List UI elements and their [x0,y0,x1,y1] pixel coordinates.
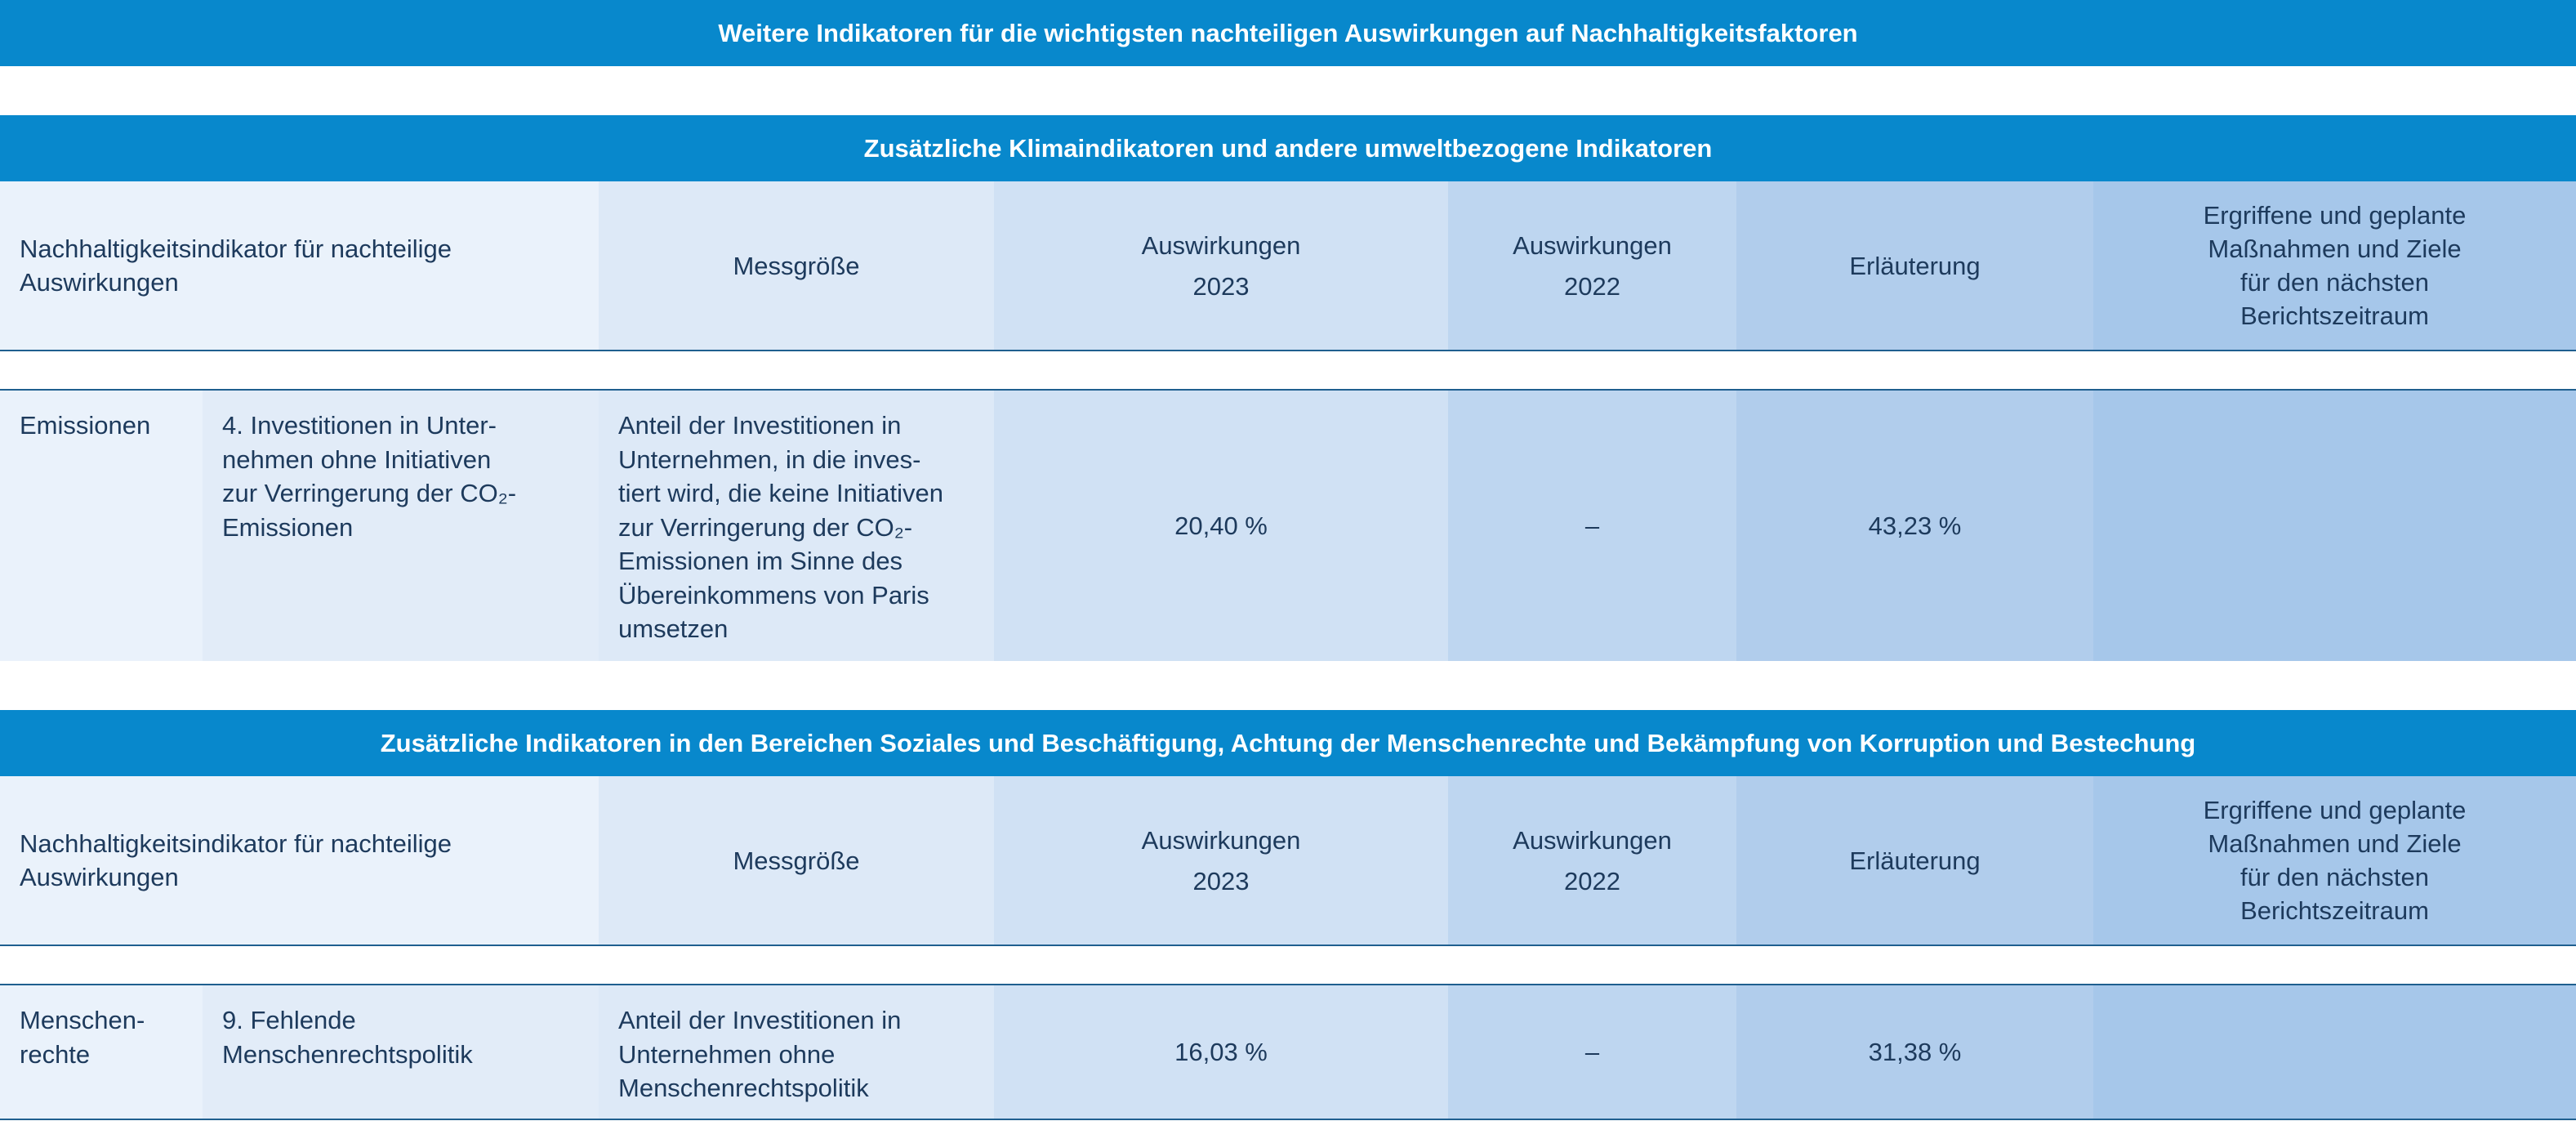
row-impact-2022 [1448,985,1736,1119]
row-metric-line: Anteil der Investitionen in [618,1006,902,1034]
divider [0,350,2576,351]
header-indicator [0,776,599,945]
row-impact-2023 [994,391,1448,661]
row-indicator-line: nehmen ohne Initiativen [222,444,492,474]
row-category [0,985,203,1119]
header-explanation [1736,776,2093,945]
row-indicator-line: 9. Fehlende [222,1006,356,1034]
row-indicator-line: zur Verringerung der CO₂- [222,479,517,507]
header-impact-2023 [994,181,1448,350]
header-measures-line4: Berichtszeitraum [2240,896,2429,925]
row-metric-line: Emissionen im Sinne des [618,547,903,575]
row-explanation-value: 43,23 % [1868,511,1962,540]
header-impact-2022 [1448,181,1736,350]
row-measures [2093,985,2576,1119]
header-metric-label: Messgröße [733,846,860,875]
row-metric [599,985,994,1119]
header-impact-2023-line1: Auswirkungen [1141,825,1301,855]
main-title-bar [0,0,2576,66]
row-metric-line: Übereinkommens von Paris [618,580,929,610]
row-metric-line: tiert wird, die keine Initiativen [618,479,944,507]
row-indicator [203,391,599,661]
row-indicator-line: Emissionen [222,512,354,542]
row-category-line: rechte [20,1039,91,1069]
row-metric-line: umsetzen [618,614,729,643]
row-impact-2023 [994,985,1448,1119]
header-indicator-line1: Nachhaltigkeitsindikator für nachteilige [20,234,452,263]
row-impact-2022-value: – [1584,1038,1600,1066]
row-explanation-value: 31,38 % [1868,1038,1962,1066]
row-metric-line: Unternehmen, in die inves- [618,444,921,474]
header-measures-line2: Maßnahmen und Ziele [2208,234,2462,263]
row-metric-line: zur Verringerung der CO₂- [618,512,913,542]
row-impact-2023-value: 20,40 % [1174,511,1268,540]
header-measures-line3: für den nächsten [2240,268,2429,297]
header-measures-line1: Ergriffene und geplante [2203,796,2467,824]
header-measures-line1: Ergriffene und geplante [2203,201,2467,230]
header-measures [2093,181,2576,350]
header-indicator-line1: Nachhaltigkeitsindikator für nachteilige [20,829,452,858]
header-impact-2023 [994,776,1448,945]
row-impact-2022 [1448,391,1736,661]
header-explanation [1736,181,2093,350]
row-explanation [1736,391,2093,661]
row-metric [599,391,994,661]
row-metric-line: Anteil der Investitionen in [618,411,902,440]
header-impact-2022 [1448,776,1736,945]
divider [0,1119,2576,1120]
header-explanation-label: Erläuterung [1849,251,1981,280]
header-impact-2023-line2: 2023 [1192,866,1250,895]
header-impact-2022-line1: Auswirkungen [1513,230,1672,260]
section-title: Zusätzliche Klimaindikatoren und andere umweltbezogene Indikatoren [863,133,1713,163]
row-indicator [203,985,599,1119]
header-metric [599,776,994,945]
section-title-bar [0,710,2576,776]
header-indicator [0,181,599,350]
header-explanation-label: Erläuterung [1849,846,1981,875]
row-measures [2093,391,2576,661]
row-metric-line: Menschenrechtspolitik [618,1074,869,1102]
row-category-line: Emissionen [20,411,151,440]
section-title: Zusätzliche Indikatoren in den Bereichen Soziales und Beschäftigung, Achtung der Menschenrechte und Bekämpfung von Korruption und Bestechung [380,728,2196,757]
header-measures-line3: für den nächsten [2240,863,2429,891]
divider [0,945,2576,946]
header-metric [599,181,994,350]
row-indicator-line: Menschenrechtspolitik [222,1039,473,1069]
section-title-bar [0,115,2576,181]
header-metric-label: Messgröße [733,251,860,280]
row-explanation [1736,985,2093,1119]
header-measures [2093,776,2576,945]
header-measures-line4: Berichtszeitraum [2240,301,2429,330]
row-category-line: Menschen- [20,1006,145,1034]
header-indicator-line2: Auswirkungen [20,268,179,297]
row-indicator-line: 4. Investitionen in Unter- [222,411,497,440]
header-indicator-line2: Auswirkungen [20,863,179,891]
header-measures-line2: Maßnahmen und Ziele [2208,829,2462,858]
header-impact-2023-line1: Auswirkungen [1141,230,1301,260]
row-metric-line: Unternehmen ohne [618,1039,836,1069]
header-impact-2023-line2: 2023 [1192,271,1250,301]
row-impact-2022-value: – [1584,511,1600,540]
header-impact-2022-line1: Auswirkungen [1513,825,1672,855]
main-title: Weitere Indikatoren für die wichtigsten nachteiligen Auswirkungen auf Nachhaltigkeitsfaktoren [718,18,1858,47]
header-impact-2022-line2: 2022 [1564,866,1620,895]
row-impact-2023-value: 16,03 % [1174,1038,1268,1066]
row-category [0,391,203,661]
header-impact-2022-line2: 2022 [1564,271,1620,301]
